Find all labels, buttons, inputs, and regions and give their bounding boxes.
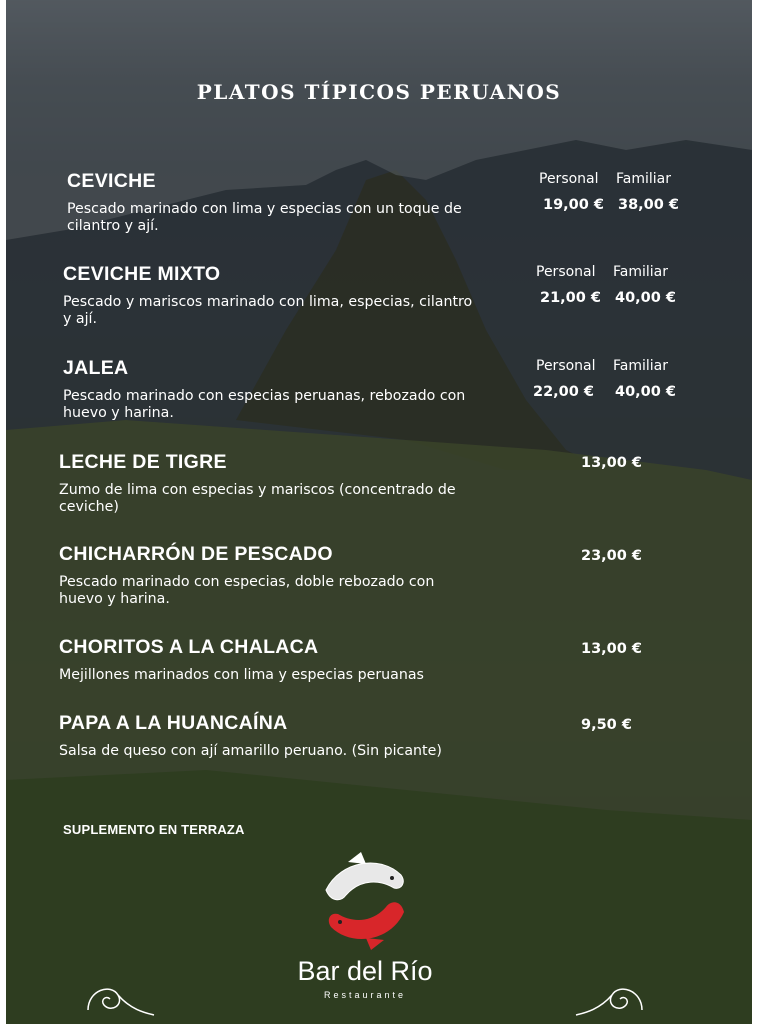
price-familiar: 40,00 € [615,384,677,400]
price-familiar: 40,00 € [615,290,677,306]
dish-name: JALEA [63,357,129,379]
dish-description: Pescado y mariscos marinado con lima, especias, cilantro y ají. [63,294,473,327]
swirl-ornament-icon [86,975,156,1020]
dish-name: CHICHARRÓN DE PESCADO [59,543,333,565]
dish-jalea [63,357,473,422]
dish-description: Salsa de queso con ají amarillo peruano. (Sin picante) [59,743,442,759]
dish-leche-de-tigre [59,451,469,516]
koi-fish-icon [306,850,426,950]
brand-subtitle: Restaurante [323,990,407,1000]
dish-papa-a-la-huancaina [59,712,469,760]
dish-ceviche-mixto [63,263,473,328]
price-personal: 19,00 € [543,197,605,213]
price: 13,00 € [581,455,643,471]
price-personal: 22,00 € [533,384,595,400]
dish-chicharron-de-pescado [59,543,469,608]
price: 13,00 € [581,641,643,657]
supplement-note: SUPLEMENTO EN TERRAZA [63,822,245,837]
label-personal: Personal [536,264,596,280]
label-personal: Personal [536,358,596,374]
dish-name: CEVICHE [67,170,156,192]
dish-description: Mejillones marinados con lima y especias peruanas [59,667,424,683]
dish-description: Zumo de lima con especias y mariscos (concentrado de ceviche) [59,482,456,515]
dish-name: CHORITOS A LA CHALACA [59,636,319,658]
dish-name: LECHE DE TIGRE [59,451,227,473]
dish-description: Pescado marinado con especias peruanas, rebozado con huevo y harina. [63,388,466,421]
label-familiar: Familiar [613,264,668,280]
dish-ceviche [67,170,477,235]
brand-name: Bar del Río [297,956,433,986]
menu-title: PLATOS TÍPICOS PERUANOS [196,80,562,104]
price-personal: 21,00 € [540,290,602,306]
dish-name: CEVICHE MIXTO [63,263,221,285]
dish-choritos-a-la-chalaca [59,636,469,684]
label-familiar: Familiar [616,171,671,187]
label-personal: Personal [539,171,599,187]
price-familiar: 38,00 € [618,197,680,213]
price: 9,50 € [581,717,632,733]
menu-page [6,0,752,1024]
swirl-ornament-icon [574,975,644,1020]
price: 23,00 € [581,548,643,564]
dish-description: Pescado marinado con especias, doble rebozado con huevo y harina. [59,574,435,607]
dish-description: Pescado marinado con lima y especias con un toque de cilantro y ají. [67,201,462,234]
label-familiar: Familiar [613,358,668,374]
dish-name: PAPA A LA HUANCAÍNA [59,712,288,734]
